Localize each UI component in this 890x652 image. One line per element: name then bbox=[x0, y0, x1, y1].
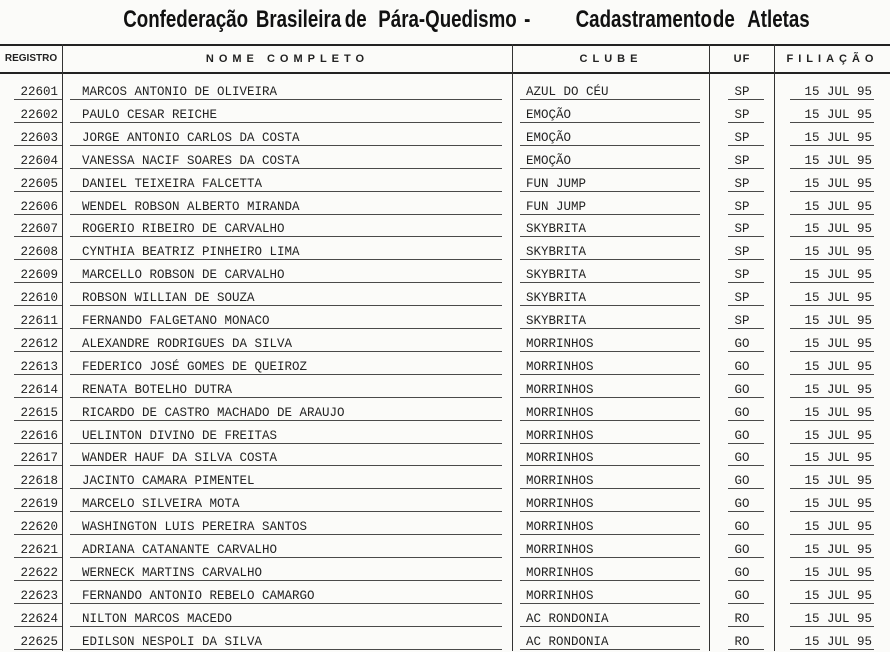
field-underline bbox=[728, 443, 764, 444]
uf-cell: GO bbox=[734, 382, 750, 397]
nome-cell: WERNECK MARTINS CARVALHO bbox=[82, 565, 263, 580]
registro-cell: 22616 bbox=[20, 428, 58, 443]
clube-cell: MORRINHOS bbox=[526, 382, 594, 397]
field-underline bbox=[520, 603, 700, 604]
uf-cell: GO bbox=[734, 474, 750, 489]
table-row bbox=[0, 79, 890, 102]
field-underline bbox=[70, 374, 502, 375]
field-underline bbox=[790, 397, 874, 398]
field-underline bbox=[14, 626, 62, 627]
field-underline bbox=[728, 465, 764, 466]
table-row bbox=[0, 606, 890, 629]
field-underline bbox=[14, 397, 62, 398]
uf-cell: SP bbox=[734, 85, 750, 99]
filiacao-cell: 15 JUL 95 bbox=[804, 611, 872, 626]
filiacao-cell: 15 JUL 95 bbox=[804, 451, 872, 466]
uf-cell: GO bbox=[734, 359, 750, 374]
field-underline bbox=[520, 511, 700, 512]
page-title bbox=[0, 0, 810, 44]
registro-cell: 22614 bbox=[20, 382, 58, 397]
field-underline bbox=[790, 214, 874, 215]
nome-cell: JORGE ANTONIO CARLOS DA COSTA bbox=[82, 130, 300, 145]
registro-cell: 22601 bbox=[20, 85, 58, 99]
table-header bbox=[0, 44, 890, 74]
field-underline bbox=[70, 603, 502, 604]
filiacao-cell: 15 JUL 95 bbox=[804, 176, 872, 191]
field-underline bbox=[70, 351, 502, 352]
uf-cell: SP bbox=[734, 153, 750, 168]
filiacao-cell: 15 JUL 95 bbox=[804, 85, 872, 99]
nome-cell: MARCELLO ROBSON DE CARVALHO bbox=[82, 268, 285, 283]
uf-cell: GO bbox=[734, 497, 750, 512]
uf-cell: SP bbox=[734, 268, 750, 283]
field-underline bbox=[70, 465, 502, 466]
registro-cell: 22605 bbox=[20, 176, 58, 191]
nome-cell: PAULO CESAR REICHE bbox=[82, 107, 218, 122]
field-underline bbox=[14, 328, 62, 329]
nome-cell: MARCELO SILVEIRA MOTA bbox=[82, 497, 240, 512]
field-underline bbox=[728, 122, 764, 123]
clube-cell: SKYBRITA bbox=[526, 268, 587, 283]
registro-cell: 22611 bbox=[20, 314, 58, 328]
registro-cell: 22612 bbox=[20, 336, 58, 351]
uf-cell: GO bbox=[734, 428, 750, 443]
field-underline bbox=[520, 191, 700, 192]
table-row bbox=[0, 102, 890, 125]
registro-cell: 22606 bbox=[20, 199, 58, 214]
filiacao-cell: 15 JUL 95 bbox=[804, 520, 872, 535]
filiacao-cell: 15 JUL 95 bbox=[804, 245, 872, 260]
field-underline bbox=[70, 99, 502, 100]
field-underline bbox=[70, 443, 502, 444]
field-underline bbox=[520, 534, 700, 535]
clube-cell: MORRINHOS bbox=[526, 428, 594, 443]
uf-cell: SP bbox=[734, 314, 750, 328]
title-word: de bbox=[344, 6, 367, 33]
field-underline bbox=[520, 488, 700, 489]
column-header-filiacao: FILIAÇÃO bbox=[786, 53, 879, 65]
field-underline bbox=[520, 374, 700, 375]
field-underline bbox=[728, 214, 764, 215]
clube-cell: MORRINHOS bbox=[526, 405, 594, 420]
nome-cell: RICARDO DE CASTRO MACHADO DE ARAUJO bbox=[82, 405, 345, 420]
table-row bbox=[0, 285, 890, 308]
filiacao-cell: 15 JUL 95 bbox=[804, 382, 872, 397]
field-underline bbox=[520, 580, 700, 581]
field-underline bbox=[790, 580, 874, 581]
field-underline bbox=[728, 511, 764, 512]
filiacao-cell: 15 JUL 95 bbox=[804, 130, 872, 145]
field-underline bbox=[520, 397, 700, 398]
field-underline bbox=[520, 305, 700, 306]
registro-cell: 22603 bbox=[20, 130, 58, 145]
field-underline bbox=[728, 99, 764, 100]
clube-cell: EMOÇÃO bbox=[526, 130, 572, 145]
clube-cell: SKYBRITA bbox=[526, 245, 587, 260]
field-underline bbox=[14, 374, 62, 375]
table-row bbox=[0, 445, 890, 468]
clube-cell: MORRINHOS bbox=[526, 451, 594, 466]
table-row bbox=[0, 377, 890, 400]
uf-cell: SP bbox=[734, 199, 750, 214]
field-underline bbox=[520, 145, 700, 146]
nome-cell: JACINTO CAMARA PIMENTEL bbox=[82, 474, 255, 489]
field-underline bbox=[14, 603, 62, 604]
field-underline bbox=[520, 259, 700, 260]
field-underline bbox=[14, 214, 62, 215]
title-separator: - bbox=[524, 6, 531, 33]
field-underline bbox=[790, 511, 874, 512]
table-row bbox=[0, 216, 890, 239]
title-word: Atletas bbox=[747, 6, 810, 33]
field-underline bbox=[70, 557, 502, 558]
field-underline bbox=[790, 168, 874, 169]
nome-cell: FERNANDO FALGETANO MONACO bbox=[82, 314, 270, 328]
registro-cell: 22622 bbox=[20, 565, 58, 580]
field-underline bbox=[790, 191, 874, 192]
table-row bbox=[0, 308, 890, 331]
field-underline bbox=[70, 626, 502, 627]
filiacao-cell: 15 JUL 95 bbox=[804, 222, 872, 237]
clube-cell: FUN JUMP bbox=[526, 199, 587, 214]
nome-cell: ALEXANDRE RODRIGUES DA SILVA bbox=[82, 336, 293, 351]
field-underline bbox=[14, 236, 62, 237]
table-row bbox=[0, 583, 890, 606]
clube-cell: AC RONDONIA bbox=[526, 611, 609, 626]
field-underline bbox=[70, 328, 502, 329]
table-row bbox=[0, 629, 890, 652]
field-underline bbox=[520, 557, 700, 558]
registro-cell: 22619 bbox=[20, 497, 58, 512]
nome-cell: WENDEL ROBSON ALBERTO MIRANDA bbox=[82, 199, 300, 214]
field-underline bbox=[728, 557, 764, 558]
table-row bbox=[0, 194, 890, 217]
nome-cell: EDILSON NESPOLI DA SILVA bbox=[82, 634, 263, 649]
field-underline bbox=[790, 305, 874, 306]
field-underline bbox=[14, 557, 62, 558]
field-underline bbox=[790, 465, 874, 466]
table-row bbox=[0, 125, 890, 148]
clube-cell: MORRINHOS bbox=[526, 543, 594, 557]
clube-cell: MORRINHOS bbox=[526, 520, 594, 535]
table-row bbox=[0, 537, 890, 560]
field-underline bbox=[70, 305, 502, 306]
field-underline bbox=[70, 236, 502, 237]
field-underline bbox=[520, 122, 700, 123]
field-underline bbox=[790, 557, 874, 558]
clube-cell: SKYBRITA bbox=[526, 291, 587, 306]
field-underline bbox=[790, 122, 874, 123]
table-row bbox=[0, 239, 890, 262]
field-underline bbox=[790, 282, 874, 283]
field-underline bbox=[14, 580, 62, 581]
uf-cell: GO bbox=[734, 565, 750, 580]
registro-cell: 22604 bbox=[20, 153, 58, 168]
filiacao-cell: 15 JUL 95 bbox=[804, 314, 872, 328]
field-underline bbox=[14, 168, 62, 169]
field-underline bbox=[520, 236, 700, 237]
field-underline bbox=[790, 603, 874, 604]
table-row bbox=[0, 354, 890, 377]
field-underline bbox=[70, 282, 502, 283]
field-underline bbox=[70, 511, 502, 512]
uf-cell: SP bbox=[734, 245, 750, 260]
table-row bbox=[0, 491, 890, 514]
clube-cell: MORRINHOS bbox=[526, 474, 594, 489]
field-underline bbox=[70, 488, 502, 489]
uf-cell: GO bbox=[734, 336, 750, 351]
field-underline bbox=[728, 488, 764, 489]
column-header-registro: REGISTRO bbox=[4, 53, 58, 64]
table-row bbox=[0, 262, 890, 285]
title-word: de bbox=[712, 6, 735, 33]
nome-cell: UELINTON DIVINO DE FREITAS bbox=[82, 428, 278, 443]
field-underline bbox=[14, 191, 62, 192]
column-header-uf: UF bbox=[733, 53, 751, 65]
nome-cell: DANIEL TEIXEIRA FALCETTA bbox=[82, 176, 263, 191]
table-row bbox=[0, 423, 890, 446]
registro-cell: 22607 bbox=[20, 222, 58, 237]
field-underline bbox=[14, 534, 62, 535]
registro-cell: 22617 bbox=[20, 451, 58, 466]
registro-cell: 22625 bbox=[20, 634, 58, 649]
clube-cell: AZUL DO CÉU bbox=[526, 85, 609, 99]
filiacao-cell: 15 JUL 95 bbox=[804, 497, 872, 512]
registro-cell: 22618 bbox=[20, 474, 58, 489]
filiacao-cell: 15 JUL 95 bbox=[804, 291, 872, 306]
registro-cell: 22602 bbox=[20, 107, 58, 122]
table-row bbox=[0, 468, 890, 491]
clube-cell: SKYBRITA bbox=[526, 222, 587, 237]
field-underline bbox=[520, 214, 700, 215]
field-underline bbox=[728, 534, 764, 535]
field-underline bbox=[14, 511, 62, 512]
field-underline bbox=[520, 99, 700, 100]
filiacao-cell: 15 JUL 95 bbox=[804, 268, 872, 283]
title-word: Cadastramento bbox=[575, 6, 712, 33]
field-underline bbox=[728, 236, 764, 237]
field-underline bbox=[728, 328, 764, 329]
nome-cell: WANDER HAUF DA SILVA COSTA bbox=[82, 451, 278, 466]
field-underline bbox=[790, 420, 874, 421]
filiacao-cell: 15 JUL 95 bbox=[804, 107, 872, 122]
uf-cell: SP bbox=[734, 291, 750, 306]
field-underline bbox=[14, 465, 62, 466]
field-underline bbox=[520, 328, 700, 329]
field-underline bbox=[790, 649, 874, 650]
uf-cell: GO bbox=[734, 588, 750, 603]
field-underline bbox=[728, 145, 764, 146]
table-row bbox=[0, 514, 890, 537]
clube-cell: AC RONDONIA bbox=[526, 634, 609, 649]
field-underline bbox=[728, 626, 764, 627]
clube-cell: MORRINHOS bbox=[526, 588, 594, 603]
table-row bbox=[0, 400, 890, 423]
field-underline bbox=[14, 488, 62, 489]
clube-cell: MORRINHOS bbox=[526, 565, 594, 580]
field-underline bbox=[520, 649, 700, 650]
filiacao-cell: 15 JUL 95 bbox=[804, 405, 872, 420]
table-row bbox=[0, 560, 890, 583]
field-underline bbox=[14, 420, 62, 421]
field-underline bbox=[790, 351, 874, 352]
field-underline bbox=[70, 191, 502, 192]
registro-cell: 22610 bbox=[20, 291, 58, 306]
field-underline bbox=[728, 649, 764, 650]
field-underline bbox=[728, 282, 764, 283]
field-underline bbox=[14, 122, 62, 123]
nome-cell: ROBSON WILLIAN DE SOUZA bbox=[82, 291, 255, 306]
filiacao-cell: 15 JUL 95 bbox=[804, 199, 872, 214]
field-underline bbox=[790, 443, 874, 444]
field-underline bbox=[728, 397, 764, 398]
filiacao-cell: 15 JUL 95 bbox=[804, 565, 872, 580]
nome-cell: ADRIANA CATANANTE CARVALHO bbox=[82, 543, 278, 557]
nome-cell: FERNANDO ANTONIO REBELO CAMARGO bbox=[82, 588, 315, 603]
uf-cell: GO bbox=[734, 405, 750, 420]
column-header-clube: CLUBE bbox=[579, 53, 643, 65]
nome-cell: RENATA BOTELHO DUTRA bbox=[82, 382, 233, 397]
filiacao-cell: 15 JUL 95 bbox=[804, 474, 872, 489]
field-underline bbox=[70, 214, 502, 215]
field-underline bbox=[70, 259, 502, 260]
field-underline bbox=[790, 488, 874, 489]
registro-cell: 22620 bbox=[20, 520, 58, 535]
field-underline bbox=[70, 397, 502, 398]
field-underline bbox=[14, 259, 62, 260]
title-word: Pára-Quedismo bbox=[378, 6, 517, 33]
uf-cell: RO bbox=[734, 634, 750, 649]
uf-cell: GO bbox=[734, 543, 750, 557]
field-underline bbox=[790, 236, 874, 237]
field-underline bbox=[70, 420, 502, 421]
field-underline bbox=[728, 168, 764, 169]
clube-cell: SKYBRITA bbox=[526, 314, 587, 328]
filiacao-cell: 15 JUL 95 bbox=[804, 634, 872, 649]
filiacao-cell: 15 JUL 95 bbox=[804, 428, 872, 443]
uf-cell: GO bbox=[734, 520, 750, 535]
field-underline bbox=[790, 259, 874, 260]
clube-cell: MORRINHOS bbox=[526, 336, 594, 351]
filiacao-cell: 15 JUL 95 bbox=[804, 543, 872, 557]
field-underline bbox=[728, 351, 764, 352]
field-underline bbox=[728, 580, 764, 581]
field-underline bbox=[70, 145, 502, 146]
field-underline bbox=[14, 282, 62, 283]
field-underline bbox=[70, 122, 502, 123]
nome-cell: FEDERICO JOSÉ GOMES DE QUEIROZ bbox=[82, 359, 308, 374]
field-underline bbox=[790, 328, 874, 329]
registro-cell: 22615 bbox=[20, 405, 58, 420]
registro-cell: 22624 bbox=[20, 611, 58, 626]
clube-cell: EMOÇÃO bbox=[526, 107, 572, 122]
title-word: Brasileira bbox=[255, 6, 342, 33]
field-underline bbox=[70, 580, 502, 581]
table-row bbox=[0, 331, 890, 354]
field-underline bbox=[728, 374, 764, 375]
field-underline bbox=[14, 443, 62, 444]
field-underline bbox=[728, 420, 764, 421]
field-underline bbox=[790, 99, 874, 100]
field-underline bbox=[520, 282, 700, 283]
table-row bbox=[0, 171, 890, 194]
field-underline bbox=[728, 191, 764, 192]
uf-cell: SP bbox=[734, 107, 750, 122]
nome-cell: CYNTHIA BEATRIZ PINHEIRO LIMA bbox=[82, 245, 300, 260]
table-row bbox=[0, 148, 890, 171]
registro-cell: 22621 bbox=[20, 543, 58, 557]
field-underline bbox=[790, 626, 874, 627]
filiacao-cell: 15 JUL 95 bbox=[804, 336, 872, 351]
uf-cell: RO bbox=[734, 611, 750, 626]
title-word: Confederação bbox=[123, 6, 249, 33]
field-underline bbox=[70, 534, 502, 535]
field-underline bbox=[790, 374, 874, 375]
uf-cell: SP bbox=[734, 222, 750, 237]
registro-cell: 22623 bbox=[20, 588, 58, 603]
uf-cell: SP bbox=[734, 130, 750, 145]
nome-cell: VANESSA NACIF SOARES DA COSTA bbox=[82, 153, 300, 168]
filiacao-cell: 15 JUL 95 bbox=[804, 153, 872, 168]
field-underline bbox=[520, 168, 700, 169]
field-underline bbox=[14, 145, 62, 146]
nome-cell: NILTON MARCOS MACEDO bbox=[82, 611, 233, 626]
registro-cell: 22608 bbox=[20, 245, 58, 260]
filiacao-cell: 15 JUL 95 bbox=[804, 359, 872, 374]
field-underline bbox=[790, 534, 874, 535]
nome-cell: ROGERIO RIBEIRO DE CARVALHO bbox=[82, 222, 285, 237]
field-underline bbox=[728, 603, 764, 604]
field-underline bbox=[790, 145, 874, 146]
field-underline bbox=[520, 626, 700, 627]
field-underline bbox=[14, 305, 62, 306]
registro-cell: 22609 bbox=[20, 268, 58, 283]
nome-cell: MARCOS ANTONIO DE OLIVEIRA bbox=[82, 85, 278, 99]
field-underline bbox=[520, 443, 700, 444]
registro-cell: 22613 bbox=[20, 359, 58, 374]
column-header-nome: NOME COMPLETO bbox=[205, 53, 370, 65]
uf-cell: GO bbox=[734, 451, 750, 466]
clube-cell: EMOÇÃO bbox=[526, 153, 572, 168]
field-underline bbox=[14, 99, 62, 100]
clube-cell: FUN JUMP bbox=[526, 176, 587, 191]
filiacao-cell: 15 JUL 95 bbox=[804, 588, 872, 603]
field-underline bbox=[520, 465, 700, 466]
field-underline bbox=[70, 168, 502, 169]
field-underline bbox=[520, 351, 700, 352]
clube-cell: MORRINHOS bbox=[526, 497, 594, 512]
field-underline bbox=[14, 351, 62, 352]
uf-cell: SP bbox=[734, 176, 750, 191]
field-underline bbox=[70, 649, 502, 650]
nome-cell: WASHINGTON LUIS PEREIRA SANTOS bbox=[82, 520, 308, 535]
field-underline bbox=[728, 305, 764, 306]
field-underline bbox=[14, 649, 62, 650]
field-underline bbox=[520, 420, 700, 421]
clube-cell: MORRINHOS bbox=[526, 359, 594, 374]
field-underline bbox=[728, 259, 764, 260]
